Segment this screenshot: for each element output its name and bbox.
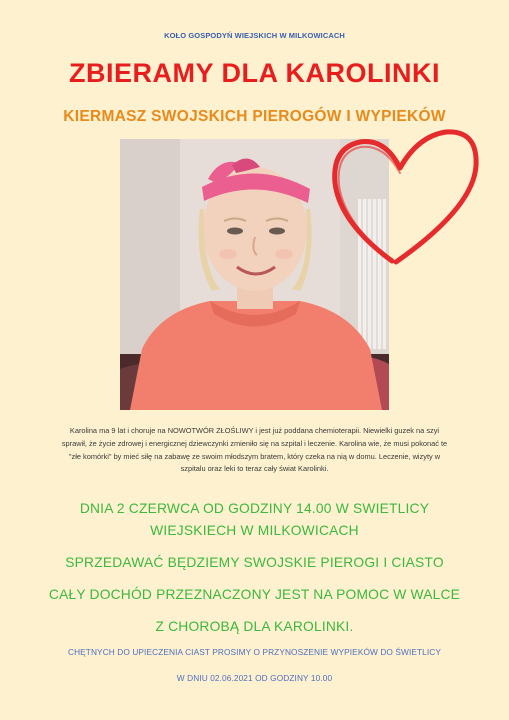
event-line: WIEJSKIECH W MILKOWICACH: [150, 523, 359, 538]
footer-line: CHĘTNYCH DO UPIECZENIA CIAST PROSIMY O PRZYNOSZENIE WYPIEKÓW DO ŚWIETLICY: [67, 647, 442, 657]
organization-name: KOŁO GOSPODYŃ WIEJSKICH W MILKOWICACH: [164, 31, 345, 40]
poster-title: ZBIERAMY DLA KAROLINKI: [69, 58, 440, 88]
description-line: szpitalu oraz leki to teraz cały świat Karolinki.: [180, 464, 329, 474]
description-line: sprawił, że życie zdrowej i energicznej dziewczynki zmieniło się na szpital i leczenie. Karolina wie, że musi pokonać te: [61, 438, 448, 448]
event-line: DNIA 2 CZERWCA OD GODZINY 14.00 W SWIETLICY: [79, 501, 430, 516]
event-line: Z CHOROBĄ DLA KAROLINKI.: [155, 619, 354, 634]
footer-line: W DNIU 02.06.2021 OD GODZINY 10.00: [176, 673, 333, 683]
poster-subtitle: KIERMASZ SWOJSKICH PIEROGÓW I WYPIEKÓW: [63, 108, 446, 125]
event-line: SPRZEDAWAĆ BĘDZIEMY SWOJSKIE PIEROGI I CIASTO: [65, 555, 444, 570]
heart-icon: [330, 128, 482, 268]
description-line: Karolina ma 9 lat i choruje na NOWOTWÓR ZŁOŚLIWY i jest już poddana chemioterapii. Niewielki guzek na szyi: [69, 426, 440, 435]
description: [48, 425, 461, 476]
description-line: "złe komórki" by mieć siłę na zabawę ze swoim młodszym bratem, który czeka na nią w domu. Leczenie, wizyty w: [68, 451, 441, 461]
event-line: CAŁY DOCHÓD PRZEZNACZONY JEST NA POMOC W WALCE: [48, 587, 461, 602]
